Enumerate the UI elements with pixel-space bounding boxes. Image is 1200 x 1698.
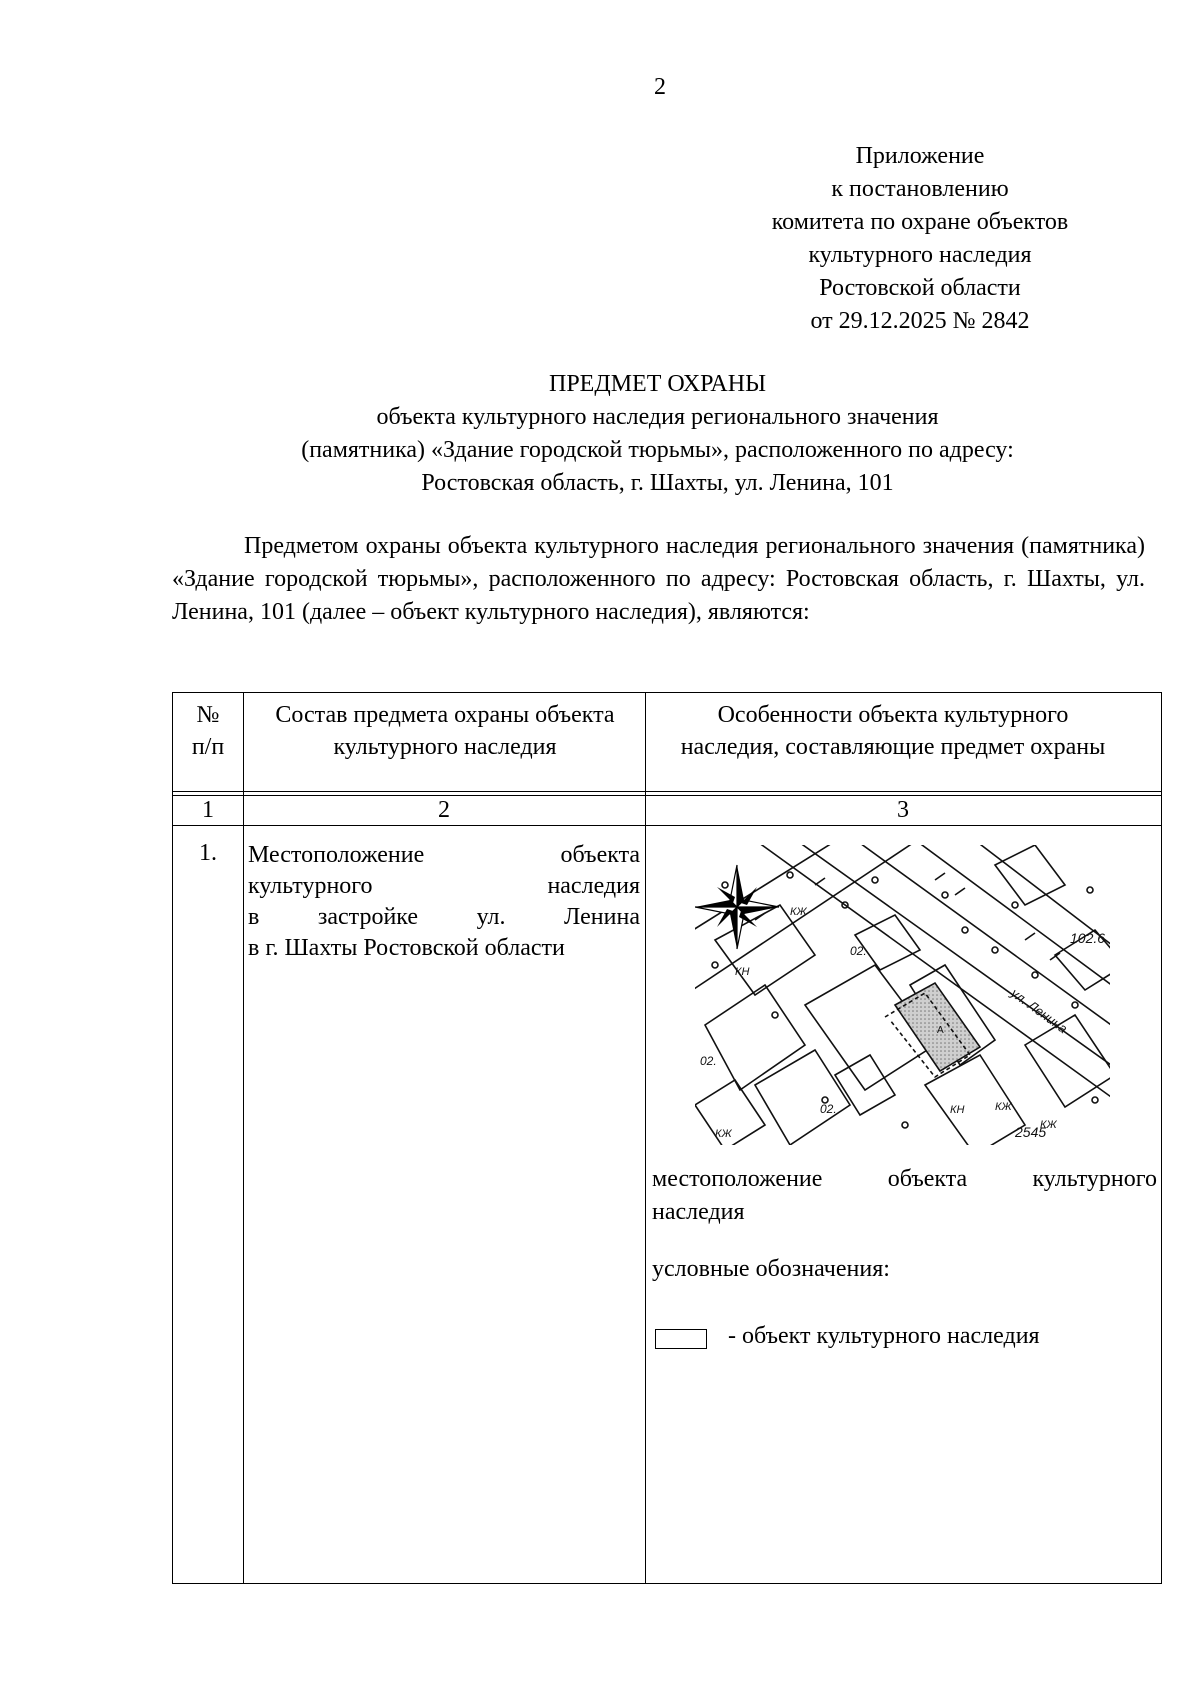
col-number-3: 3 — [897, 797, 909, 823]
map-label-kzh: КЖ — [790, 906, 807, 918]
row-number: 1. — [199, 840, 217, 866]
map-label-kn: КН — [950, 1104, 965, 1116]
word: объекта — [887, 1166, 968, 1192]
word: в г. Шахты Ростовской области — [248, 935, 565, 961]
appendix-line: Приложение — [855, 143, 985, 169]
appendix-line: культурного наследия — [808, 242, 1032, 268]
map-label-kzh: КЖ — [715, 1128, 732, 1140]
appendix-line: от 29.12.2025 № 2842 — [810, 308, 1030, 334]
table-column-divider — [243, 693, 244, 1583]
word: местоположение — [652, 1166, 823, 1192]
word: культурного — [248, 873, 373, 899]
header-features: Особенности объекта культурного наследия, составляющие предмет охраны — [680, 702, 1106, 760]
header-composition: Состав предмета охраны объекта культурного наследия — [275, 702, 615, 760]
composition-text — [248, 840, 640, 964]
map-label-kzh: КЖ — [1040, 1119, 1057, 1131]
legend-title: условные обозначения: — [652, 1256, 890, 1282]
site-map — [695, 845, 1110, 1145]
word: культурного — [1032, 1166, 1157, 1192]
map-label-og: 02. — [820, 1102, 837, 1116]
word: Ленина — [564, 904, 640, 930]
word: застройке — [317, 904, 419, 930]
page-number: 2 — [654, 74, 666, 100]
table-row-divider — [173, 825, 1161, 826]
word: объекта — [560, 842, 640, 868]
compass-rose-icon — [695, 865, 779, 949]
map-label-kn: КН — [735, 966, 750, 978]
caption-line: наследия — [652, 1199, 745, 1225]
appendix-block — [740, 140, 1100, 338]
map-label-plot: 2545 — [1015, 1124, 1047, 1140]
intro-paragraph: Предметом охраны объекта культурного наследия регионального значения (памятника) «Здание городской тюрьмы», расположенного по адресу: Ростовская область, г. Шахты, ул. Ленина, 101 (далее – объект культурного наследия), являются: — [172, 533, 1145, 625]
appendix-line: к постановлению — [831, 176, 1009, 202]
caption-line — [652, 1163, 1157, 1196]
header-num-line: № — [196, 702, 220, 728]
map-label-kzh: КЖ — [995, 1101, 1012, 1113]
word: ул. — [476, 904, 506, 930]
map-label-og: 02. — [700, 1054, 717, 1068]
title-line: Ростовская область, г. Шахты, ул. Ленина, 101 — [421, 470, 894, 496]
header-num-line: п/п — [191, 734, 225, 760]
title-line: (памятника) «Здание городской тюрьмы», расположенного по адресу: — [301, 437, 1014, 463]
map-caption — [652, 1163, 1157, 1229]
map-label-street: ул. Ленина — [1008, 985, 1071, 1037]
composition-line — [248, 933, 640, 964]
col-number-1: 1 — [202, 797, 214, 823]
col-number-2: 2 — [438, 797, 450, 823]
document-title — [170, 368, 1145, 500]
table-row-divider — [173, 791, 1161, 792]
table-column-divider — [645, 693, 646, 1583]
map-label-building: A — [937, 1025, 944, 1036]
header-num — [173, 699, 243, 763]
map-label-og: 02. — [850, 944, 867, 958]
title-heading: ПРЕДМЕТ ОХРАНЫ — [548, 371, 767, 397]
word: наследия — [547, 873, 640, 899]
word: в — [248, 904, 260, 930]
title-line: объекта культурного наследия регионального значения — [376, 404, 939, 430]
word: Местоположение — [248, 842, 425, 868]
appendix-line: Ростовской области — [819, 275, 1021, 301]
map-label-elevation: 102.6 — [1070, 930, 1106, 946]
legend-item-label: - объект культурного наследия — [728, 1323, 1040, 1349]
composition-line — [248, 840, 640, 871]
composition-line — [248, 871, 640, 902]
composition-line — [248, 902, 640, 933]
legend-swatch — [655, 1329, 707, 1349]
appendix-line: комитета по охране объектов — [771, 209, 1069, 235]
